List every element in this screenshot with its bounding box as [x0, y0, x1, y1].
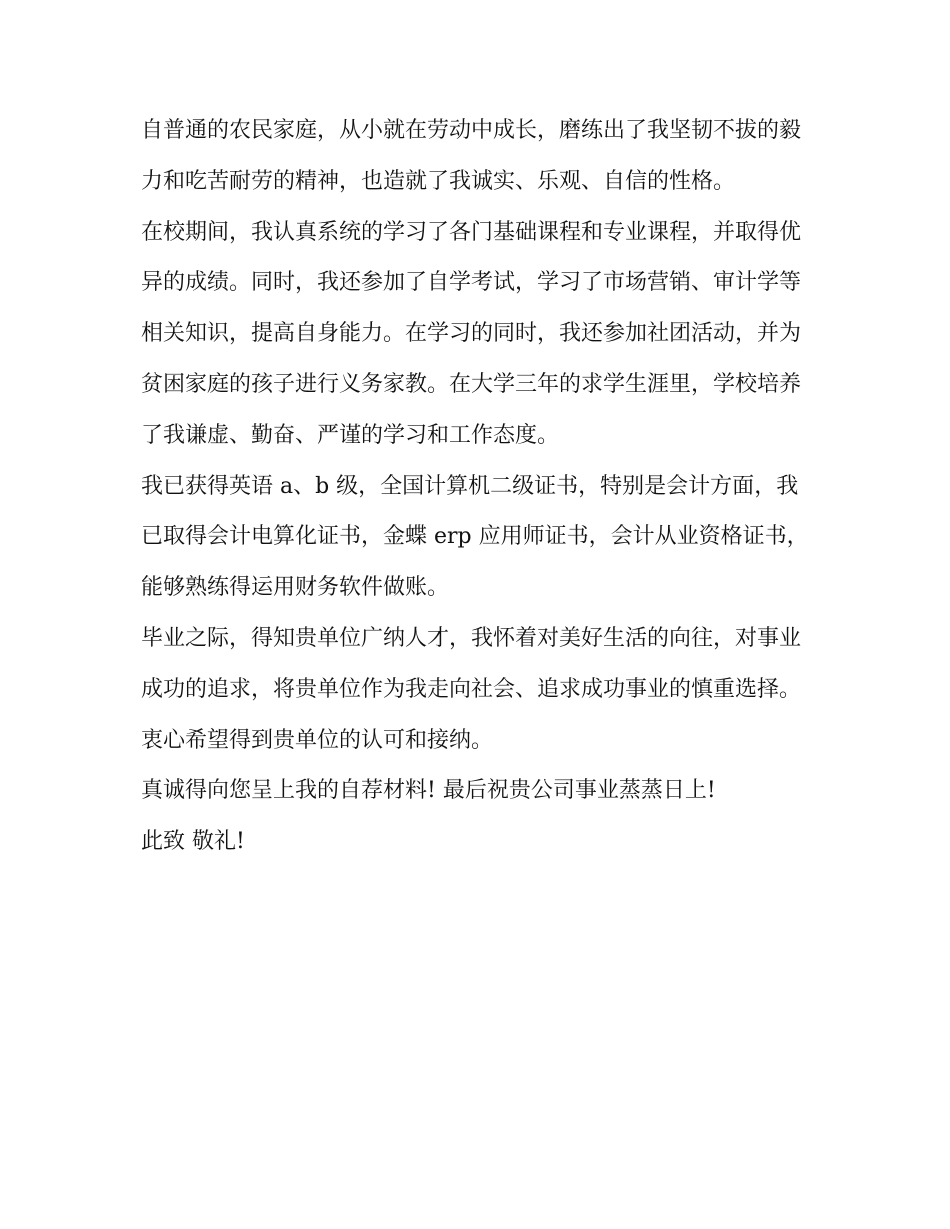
paragraph-background: 自普通的农民家庭，从小就在劳动中成长，磨练出了我坚韧不拔的毅力和吃苦耐劳的精神，也造就了我诚实、乐观、自信的性格。	[141, 118, 802, 194]
paragraph-motivation: 毕业之际，得知贵单位广纳人才，我怀着对美好生活的向往，对事业成功的追求，将贵单位作为我走向社会、追求成功事业的慎重选择。衷心希望得到贵单位的认可和接纳。	[141, 625, 802, 753]
paragraph-certificates: 我已获得英语 a、b 级，全国计算机二级证书，特别是会计方面，我已取得会计电算化证书，金蝶 erp 应用师证书，会计从业资格证书，能够熟练得运用财务软件做账。	[141, 473, 809, 601]
paragraph-closing-wish: 真诚得向您呈上我的自荐材料! 最后祝贵公司事业蒸蒸日上!	[141, 778, 716, 804]
paragraph-education: 在校期间，我认真系统的学习了各门基础课程和专业课程，并取得优异的成绩。同时，我还参加了自学考试，学习了市场营销、审计学等相关知识，提高自身能力。在学习的同时，我还参加社团活动，并为贫困家庭的孩子进行义务家教。在大学三年的求学生涯里，学校培养了我谦虚、勤奋、严谨的学习和工作态度。	[141, 219, 802, 448]
letter-body	[141, 106, 813, 868]
paragraph-salutation: 此致 敬礼!	[141, 829, 245, 855]
